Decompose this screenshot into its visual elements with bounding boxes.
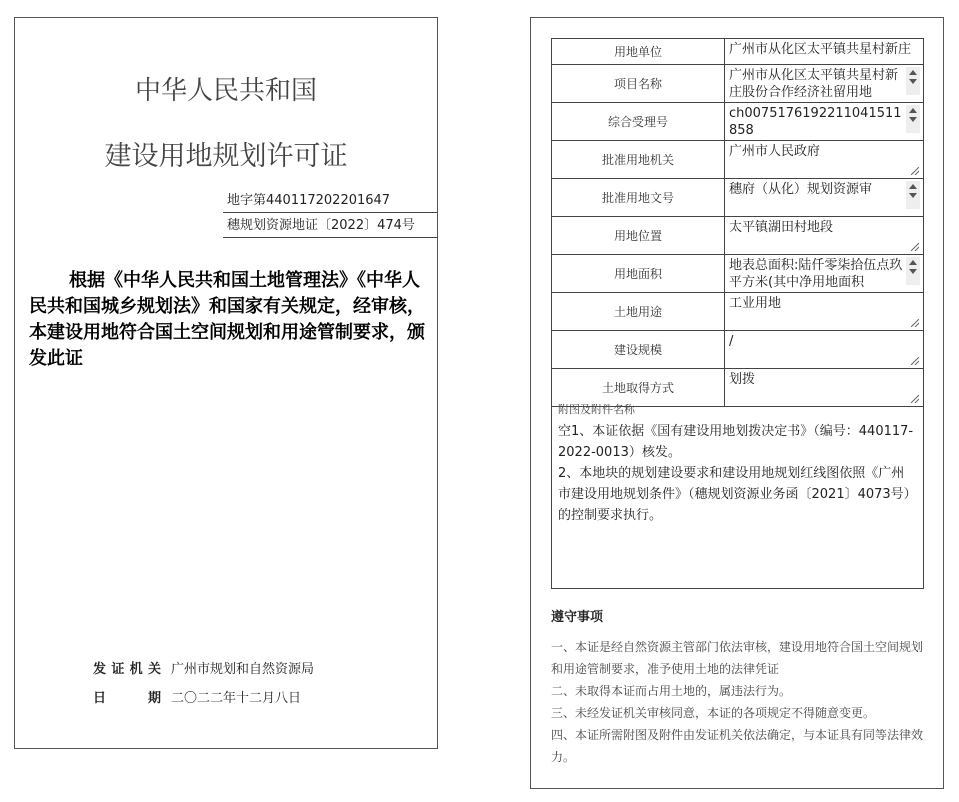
issuer-value: 广州市规划和自然资源局: [171, 662, 315, 677]
certificate-front-panel: [14, 17, 438, 749]
notice-item: 四、本证所需附图及附件由发证机关依法确定，与本证具有同等法律效力。: [551, 728, 924, 764]
certificate-country-title: 中华人民共和国: [134, 76, 317, 106]
field-value: 穗府（从化）规划资源审: [729, 182, 873, 197]
notice-item: 三、未经发证机关审核同意，本证的各项规定不得随意变更。: [551, 706, 876, 720]
notice-item: 二、未取得本证而占用土地的，属违法行为。: [551, 684, 792, 698]
table-row: [552, 179, 924, 217]
scroll-spinner[interactable]: [906, 181, 920, 209]
field-value: ch0075176192211041511858: [729, 106, 902, 137]
resize-handle-icon[interactable]: [911, 319, 919, 327]
certificate-number: 地字第440117202201647: [223, 189, 437, 213]
date-value: 二〇二二年十二月八日: [171, 691, 302, 706]
land-location-field[interactable]: [725, 217, 924, 255]
certificate-document-number: 穗规划资源地证〔2022〕474号: [223, 214, 437, 238]
land-area-field[interactable]: [725, 255, 924, 293]
approving-authority-field[interactable]: [725, 141, 924, 179]
table-row: [552, 293, 924, 331]
field-value: 广州市从化区太平镇共星村新庄股份合作经济社留用地: [729, 68, 899, 99]
project-name-field[interactable]: [725, 65, 924, 103]
attachments-box: [551, 398, 924, 589]
table-row: [552, 217, 924, 255]
field-value: 太平镇湖田村地段: [729, 220, 834, 235]
scroll-spinner[interactable]: [906, 67, 920, 95]
certificate-details-panel: [530, 17, 944, 789]
notice-item: 一、本证是经自然资源主管部门依法审核，建设用地符合国土空间规划和用途管制要求，准予使用土地的法律凭证: [551, 640, 924, 676]
chevron-up-icon: [909, 184, 917, 189]
chevron-down-icon: [909, 269, 917, 274]
field-value: 地表总面积:陆仟零柒拾伍点玖平方米(其中净用地面积: [729, 258, 903, 289]
attachments-text: [558, 421, 917, 526]
chevron-up-icon: [909, 260, 917, 265]
row-label: 用地单位: [552, 39, 725, 65]
table-row: [552, 65, 924, 103]
chevron-up-icon: [909, 70, 917, 75]
field-value: 划拨: [729, 372, 756, 387]
certificate-title: 建设用地规划许可证: [104, 141, 348, 172]
row-label: 建设规模: [552, 331, 725, 369]
resize-handle-icon[interactable]: [911, 357, 919, 365]
attachment-item: 空1、本证依据《国有建设用地划拨决定书》（编号：440117-2022-0013）核发。: [558, 424, 914, 460]
resize-handle-icon[interactable]: [911, 243, 919, 251]
field-value: 广州市从化区太平镇共星村新庄: [729, 42, 912, 57]
row-label: 项目名称: [552, 65, 725, 103]
land-use-field[interactable]: [725, 293, 924, 331]
table-row: [552, 331, 924, 369]
field-value: 工业用地: [729, 296, 782, 311]
scroll-spinner[interactable]: [906, 105, 920, 133]
chevron-up-icon: [909, 108, 917, 113]
date-row: [93, 687, 301, 706]
issuer-row: [93, 658, 314, 677]
chevron-down-icon: [909, 79, 917, 84]
approval-document-field[interactable]: [725, 179, 924, 217]
row-label: 用地面积: [552, 255, 725, 293]
table-row: [552, 39, 924, 65]
land-user-field[interactable]: [725, 39, 924, 65]
chevron-down-icon: [909, 193, 917, 198]
details-table: [551, 38, 924, 407]
table-row: [552, 141, 924, 179]
row-label: 批准用地文号: [552, 179, 725, 217]
field-value: 广州市人民政府: [729, 144, 821, 159]
table-row: [552, 255, 924, 293]
issuer-label: 发证机关: [93, 662, 161, 677]
resize-handle-icon[interactable]: [911, 167, 919, 175]
certificate-statement: 根据《中华人民共和国土地管理法》《中华人民共和国城乡规划法》和国家有关规定，经审核，本建设用地符合国土空间规划和用途管制要求，颁发此证: [29, 270, 425, 369]
notice-list: [551, 636, 929, 768]
row-label: 土地取得方式: [552, 369, 725, 407]
row-label: 土地用途: [552, 293, 725, 331]
table-row: [552, 103, 924, 141]
field-value: /: [729, 334, 734, 349]
scroll-spinner[interactable]: [906, 257, 920, 285]
construction-scale-field[interactable]: [725, 331, 924, 369]
attachments-label: 附图及附件名称: [558, 403, 635, 416]
chevron-down-icon: [909, 117, 917, 122]
attachment-item: 2、本地块的规划建设要求和建设用地规划红线图依照《广州市建设用地规划条件》（穗规划资源业务函〔2021〕4073号）的控制要求执行。: [558, 466, 917, 523]
date-label: 日期: [93, 691, 161, 706]
row-label: 用地位置: [552, 217, 725, 255]
notice-title: 遵守事项: [551, 610, 604, 625]
row-label: 综合受理号: [552, 103, 725, 141]
row-label: 批准用地机关: [552, 141, 725, 179]
acceptance-number-field[interactable]: [725, 103, 924, 141]
